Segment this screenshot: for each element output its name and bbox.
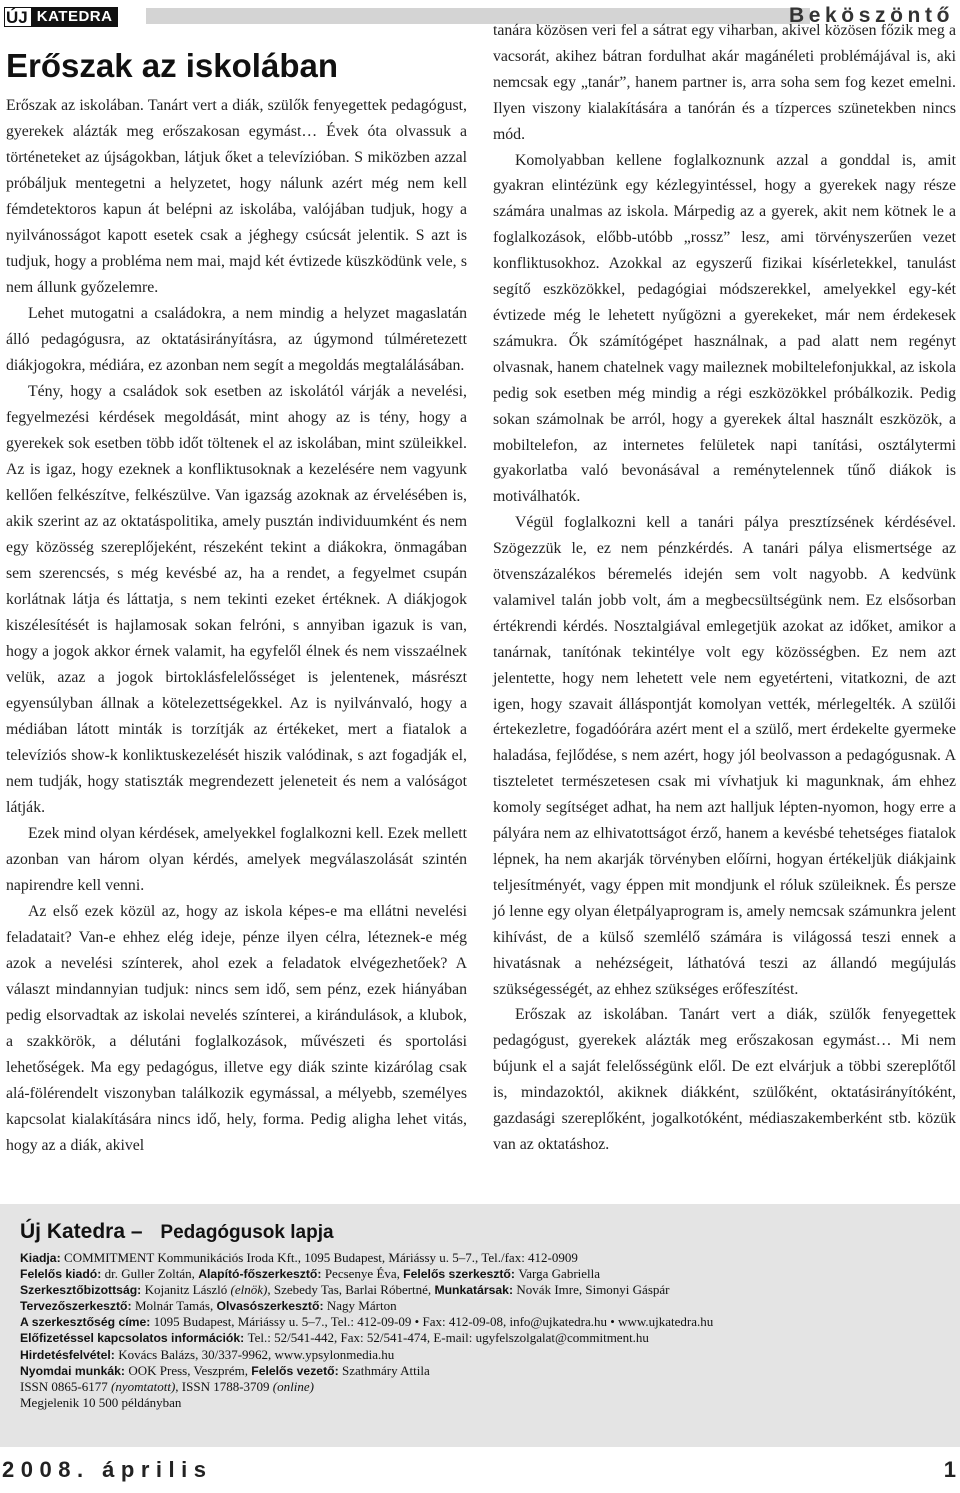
article-column-right xyxy=(493,18,956,1158)
imprint-field-label: Kiadja: xyxy=(20,1251,65,1265)
imprint-field-value: Pecsenye Éva, xyxy=(324,1266,404,1282)
imprint-field-value: ISSN 0865-6177 xyxy=(20,1378,112,1394)
imprint-title xyxy=(20,1220,334,1244)
imprint-field-value: Megjelenik 10 500 példányban xyxy=(20,1394,182,1410)
imprint-field-label: Szerkesztőbizottság: xyxy=(20,1283,145,1298)
imprint-field-value: Kojanitz László xyxy=(144,1282,231,1298)
imprint-line xyxy=(20,1363,940,1379)
imprint-field-value: Kovács Balázs, 30/337-9962, www.ypsylonmedia.hu xyxy=(118,1346,395,1362)
publication-logo xyxy=(4,7,118,27)
imprint-field-label: Előfizetéssel kapcsolatos információk: xyxy=(20,1331,248,1346)
imprint-field-label: Felelős kiadó: xyxy=(20,1267,105,1282)
imprint-field-value: Varga Gabriella xyxy=(518,1266,601,1282)
imprint-field-value: 1095 Budapest, Máriássy u. 5–7., Tel.: 412-09-09 • Fax: 412-09-08, info@ujkatedra.hu • www.ujkatedra.hu xyxy=(153,1314,714,1330)
imprint-field-label: Hirdetésfelvétel: xyxy=(20,1347,119,1362)
imprint-line xyxy=(20,1298,940,1314)
imprint-title-main: Új Katedra xyxy=(20,1220,126,1243)
article-title: Erőszak az iskolában xyxy=(6,47,338,84)
paragraph: Tény, hogy a családok sok esetben az iskolától várják a nevelési, fegyelmezési kérdések megoldását, mint ahogy az is tény, hogy a gyerekek sok esetben több időt töltenek el az iskolában, mint szüleikkel. Az is igaz, hogy ezeknek a konfliktusoknak a kezelésére nem vagyunk kellően felkészítve, felkészülve. Van igazság azoknak az érvelésében is, akik szerint az az oktatáspolitika, amely pusztán individuumként és nem egy közösség szereplőjeként, részeként tekint a diákokra, önmagában sem szerencsés, s még kevésbé az, ha a rendet, a fegyelmet csupán korlátnak látja és láttatja, s nem tekinti ezeket értéknek. A diákjogok kiszélesítését is hajlamosak sokan felróni, s annyiban igazuk is van, hogy a jogok akkor érnek valamit, ha egyfelől élnek és nem visszaélnek velük, azaz a jogok birtoklásfelelősséget is jelentenek, másrészt egyensúlyban állnak a kötelezettségekkel. Az is nyilvánvaló, hogy a médiában látott minták is torzítják az értékeket, mert a fiatalok a televíziós show-k konliktuskezelését hiszik valódinak, s azt fogadják el, nem tudják, hogy statiszták megrendezett jeleneteit és nem a valóságot látják. xyxy=(6,383,467,816)
imprint-field-label: Nyomdai munkák: xyxy=(20,1363,129,1378)
imprint-field-value: COMMITMENT Kommunikációs Iroda Kft., 1095 Budapest, Máriássy u. 5–7., Tel./fax: 412-0909 xyxy=(64,1250,578,1265)
imprint-field-label: A szerkesztőség címe: xyxy=(20,1315,154,1330)
imprint-box xyxy=(0,1204,960,1447)
imprint-field-value: , Szebedy Tas, Barlai Róbertné, xyxy=(267,1282,435,1298)
logo-uj: ÚJ xyxy=(4,7,31,27)
imprint-line xyxy=(20,1314,940,1330)
paragraph: Erőszak az iskolában. Tanárt vert a diák, szülők fenyegettek pedagógust, gyerekek alázták meg erőszakosan egymást… Évek óta olvassuk a történeteket az újságokban, látjuk őket a televízióban. S miközben azzal próbáljuk mentegetni a helyzetet, hogy nálunk azért még nem kell fémdetektoros kapun át belépni az iskolába, valójában tudjuk, hogy a nyilvánosságot kapott esetek csak a jéghegy csúcsát jelentik. S azt is tudjuk, hogy a probléma nem mai, majd két évtizede küszködünk vele, s nem állunk győzelemre. xyxy=(6,97,467,296)
imprint-field-value: OOK Press, Veszprém, xyxy=(128,1362,252,1378)
paragraph: tanára közösen veri fel a sátrat egy viharban, akivel közösen főzik meg a vacsorát, akihez bátran fordulhat akár magánéleti problémájával is, aki nemcsak egy „tanár”, hanem partner is, arra soha sem fog kezet emelni. Ilyen viszony kialakítására a tanórán és a tízperces szünetekben nincs mód. xyxy=(493,22,956,143)
imprint-lines xyxy=(20,1250,940,1411)
imprint-field-label: Tervezőszerkesztő: xyxy=(20,1299,135,1314)
imprint-field-value: Szathmáry Attila xyxy=(342,1362,430,1378)
section-label: Beköszöntő xyxy=(788,4,954,27)
imprint-field-label: Munkatársak: xyxy=(434,1283,517,1298)
imprint-line xyxy=(20,1250,940,1266)
page-footer xyxy=(0,1453,960,1493)
imprint-field-label: Felelős vezető: xyxy=(251,1363,343,1378)
paragraph: Lehet mutogatni a családokra, a nem mindig a helyzet magaslatán álló pedagógusra, az oktatásirányításra, az úgymond túlméretezett diákjogokra, médiára, ez azonban nem segít a megoldás megtalálásában. xyxy=(6,305,467,374)
imprint-title-dash: – xyxy=(130,1220,143,1243)
paragraph: Ezek mind olyan kérdések, amelyekkel foglalkozni kell. Ezek mellett azonban van három olyan kérdés, amelyek megválaszolását szintén napirendre kell venni. xyxy=(6,825,467,894)
paragraph: Erőszak az iskolában. Tanárt vert a diák, szülők fenyegettek pedagógust, gyerekek alázták meg erőszakosan egymást… Mi nem bújunk el a saját felelősségünk elől. De ezt elvárjuk a többi szereplőtől is, mindazoktól, akiknek diákként, szülőként, oktatásirányítóként, gazdasági szereplőként, jogalkotóként, médiaszakemberként stb. közük van az oktatáshoz. xyxy=(493,1006,956,1153)
imprint-field-value: dr. Guller Zoltán, xyxy=(104,1266,199,1282)
imprint-field-value: (online) xyxy=(272,1378,314,1394)
imprint-field-label: Olvasószerkesztő: xyxy=(216,1299,327,1314)
paragraph: Az első ezek közül az, hogy az iskola képes-e ma ellátni nevelési feladatait? Van-e ehhez elég ideje, pénze ilyen célra, léteznek-e még azok a nevelési színterek, ahol ezek a feladatok elvégezhetőek? A választ mindannyian tudjuk: nincs sem idő, sem pénz, ezek hiányában pedig elsorvadtak az iskolai nevelés színterei, a kirándulások, a klubok, a szakkörök, a délutáni foglalkozások, művészeti és sportolási lehetőségek. Ma egy pedagógus, illetve egy diák szinte kizárólag csak alá-fölérendelt viszonyban találkozik egymással, a mélyebb, személyes kapcsolat kialakítására nincs idő, hely, forma. Pedig aligha lehet vitás, hogy az a diák, akivel xyxy=(6,903,467,1154)
imprint-field-label: Alapító-főszerkesztő: xyxy=(198,1267,325,1282)
imprint-line xyxy=(20,1266,940,1282)
imprint-field-value: (elnök) xyxy=(230,1282,268,1298)
article-column-left xyxy=(6,93,467,1159)
paragraph: Végül foglalkozni kell a tanári pálya presztízsének kérdésével. Szögezzük le, ez nem pénzkérdés. A tanári pálya elismertsége az ötvenszázalékos béremelés idején sem volt nagyobb. A kedvünk valamivel talán jobb volt, ám a megbecsültségünk nem. Ez elsősorban értékrendi kérdés. Nosztalgiával emlegetjük azokat az időket, amikor a tanárnak, tanítónak tekintélye volt egy közösségben. Ez nem azt jelentette, hogy nem lehetett vele nem egyetérteni, vitatkozni, de azt igen, hogy szavait álláspontját komolyan vették, mérlegelték. A szülői értekezletre, fogadóórára azért ment el a szülő, mert érdekelte gyermeke haladása, fejlődése, s nem azért, hogy jól beolvasson a pedagógusnak. A tiszteletet természetesen csak mi vívhatjuk ki magunknak, ám ehhez komoly segítséget adhat, ha nem azt halljuk lépten-nyomon, hogy erre a pályára nem az elhivatottságot érző, hanem a kevésbé tehetséges fiatalok lépnek, ha nem akarják törvényben előírni, hogyan értékeljük diákjaink teljesítményét, vagy éppen mit mondjunk el róluk szüleiknek. És persze jó lenne egy olyan életpályaprogram is, amely nemcsak számunkra jelent kihívást, de a külső szemlélő számára is világossá teszi ennek a hivatásnak a nehézségeit, láthatóvá teszi az állandó megújulás szükségességét, az ehhez szükséges erőfeszítést. xyxy=(493,514,956,998)
imprint-line xyxy=(20,1347,940,1363)
imprint-field-value: Nagy Márton xyxy=(326,1298,397,1314)
imprint-field-value: Novák Imre, Simonyi Gáspár xyxy=(516,1282,670,1298)
imprint-line xyxy=(20,1395,940,1411)
imprint-field-value: , ISSN 1788-3709 xyxy=(175,1378,273,1394)
imprint-subtitle: Pedagógusok lapja xyxy=(160,1222,334,1243)
imprint-field-value: Molnár Tamás, xyxy=(134,1298,217,1314)
page-number: 1 xyxy=(943,1457,956,1482)
logo-katedra: KATEDRA xyxy=(31,7,119,27)
issue-date: 2008. április xyxy=(2,1457,213,1482)
imprint-field-label: Felelős szerkesztő: xyxy=(403,1267,519,1282)
imprint-field-value: Tel.: 52/541-442, Fax: 52/541-474, E-mail: ugyfelszolgalat@commitment.hu xyxy=(247,1330,649,1346)
imprint-line xyxy=(20,1379,940,1395)
imprint-line xyxy=(20,1282,940,1298)
imprint-field-value: (nyomtatott) xyxy=(111,1378,176,1394)
imprint-line xyxy=(20,1330,940,1346)
paragraph: Komolyabban kellene foglalkoznunk azzal a gonddal is, amit gyakran elintézünk egy kézlegyintéssel, hogy a gyerekek nagy része számára unalmas az iskola. Márpedig az a gyerek, akit nem kötnek le a foglalkozások, előbb-utóbb „rossz” lesz, ami törvényszerűen vezet konfliktusokhoz. Azokkal az egyszerű fizikai kísérletekkel, tanulást segítő eszközökkel, pedagógiai módszerekkel, amelyekkel egy-két évtizede még le lehetett nyűgözni a gyerekeket, már nem érdekesek számukra. Ők számítógépet használnak, a pad alatt nem regényt olvasnak, hanem chatelnek vagy maileznek mobiltelefonjukkal, az iskola pedig sok esetben még mindig a régi eszközökkel próbálkozik. Pedig sokan számolnak be arról, hogy a gyerekek által használt eszközök, a mobiltelefon, az internetes felületek napi tanítási, osztálytermi gyakorlatba való bevonásával a reménytelennek tűnő diákok is motiválhatók. xyxy=(493,151,956,506)
